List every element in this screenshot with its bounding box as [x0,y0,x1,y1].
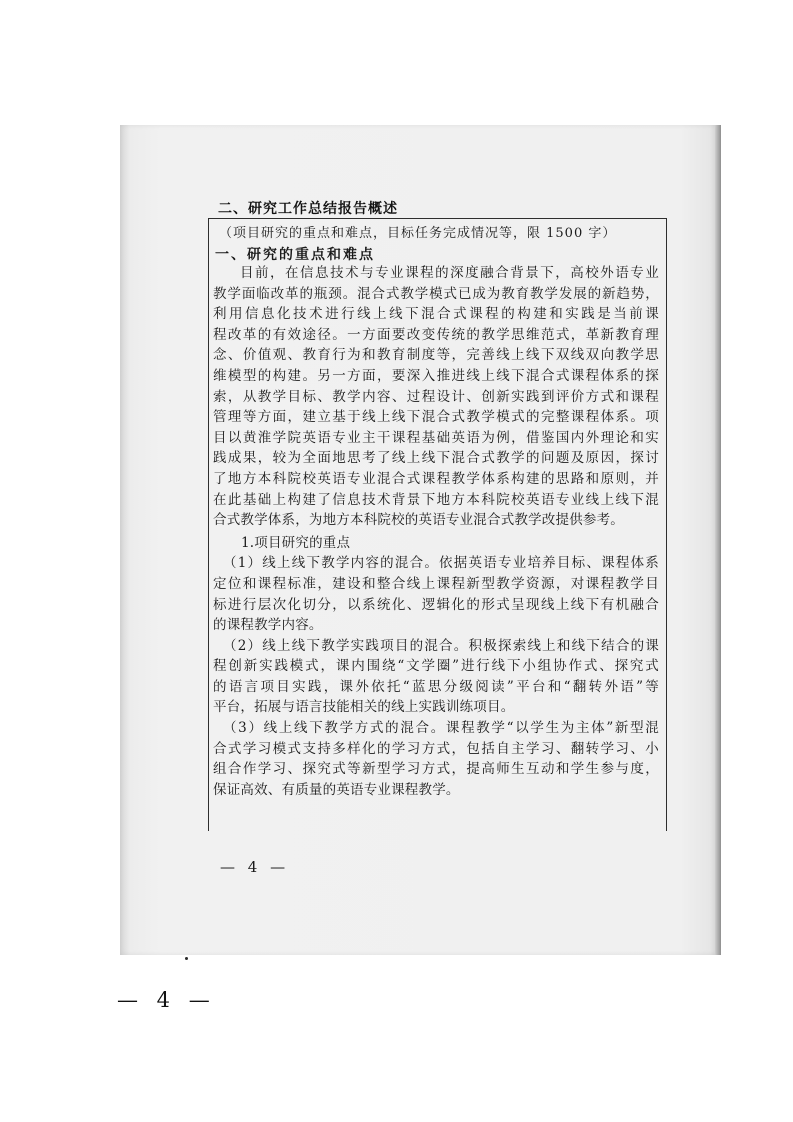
text-line: 合式学习模式支持多样化的学习方式，包括自主学习、翻转学习、小 [213,740,659,757]
text-line: 的课程教学内容。 [213,617,323,634]
text-line: 目以黄淮学院英语专业主干课程基础英语为例，借鉴国内外理论和实 [213,429,659,446]
report-body [213,263,659,800]
text-line: 念、价值观、教育行为和教育制度等，完善线上线下双线双向教学思 [213,347,659,364]
scan-speck [185,957,188,960]
text-line: 程改革的有效途径。一方面要改变传统的教学思维范式，革新教育理 [213,326,659,343]
text-line: 标进行层次化切分，以系统化、逻辑化的形式呈现线上线下有机融合 [213,596,659,613]
box-instruction: （项目研究的重点和难点，目标任务完成情况等，限 1500 字） [219,226,617,241]
text-line: 践成果，较为全面地思考了线上线下混合式教学的问题及原因，探讨 [213,450,659,467]
text-line: 索，从教学目标、教学内容、过程设计、创新实践到评价方式和课程 [213,388,659,405]
scanned-page [120,125,720,955]
text-line: （2）线上线下教学实践项目的混合。积极探索线上和线下结合的课 [223,637,659,654]
section-heading: 二、研究工作总结报告概述 [218,201,398,217]
text-line: 程创新实践模式，课内围绕“文学圈”进行线下小组协作式、探究式 [213,658,659,675]
text-line: 定位和课程标准，建设和整合线上课程新型教学资源，对课程教学目 [213,575,659,592]
text-line: 在此基础上构建了信息技术背景下地方本科院校英语专业线上线下混 [213,491,659,508]
text-line: 维模型的构建。另一方面，要深入推进线上线下混合式课程体系的探 [213,367,659,384]
text-line: 组合作学习、探究式等新型学习方式，提高师生互动和学生参与度， [213,761,659,778]
text-line: 的语言项目实践，课外依托“蓝思分级阅读”平台和“翻转外语”等 [213,678,659,695]
text-line: 了地方本科院校英语专业混合式课程教学体系构建的思路和原则，并 [213,470,659,487]
text-line: 目前，在信息技术与专业课程的深度融合背景下，高校外语专业 [240,265,659,281]
binding-edge [715,125,721,955]
point-1 [213,553,659,635]
key-points-title: 1.项目研究的重点 [241,534,351,551]
text-line: 合式教学体系，为地方本科院校的英语专业混合式教学改提供参考。 [213,512,624,529]
text-line: 教学面临改革的瓶颈。混合式教学模式已成为教育教学发展的新趋势， [213,285,659,302]
text-line: 管理等方面，建立基于线上线下混合式教学模式的完整课程体系。项 [213,409,659,426]
text-line: （1）线上线下教学内容的混合。依据英语专业培养目标、课程体系 [223,555,659,572]
text-line: 利用信息化技术进行线上线下混合式课程的构建和实践是当前课 [213,306,659,323]
scanned-page-number: — 4 — [220,858,290,876]
text-line: 保证高效、有质量的英语专业课程教学。 [213,781,460,798]
report-box [208,218,667,831]
point-2 [213,636,659,718]
point-3 [213,718,659,800]
subheading: 一、研究的重点和难点 [215,247,375,263]
page-number: — 4 — [117,988,216,1012]
text-line: （3）线上线下教学方式的混合。课程教学“以学生为主体”新型混 [223,720,659,737]
text-line: 平台，拓展与语言技能相关的线上实践训练项目。 [213,699,515,716]
intro-paragraph [213,263,659,531]
